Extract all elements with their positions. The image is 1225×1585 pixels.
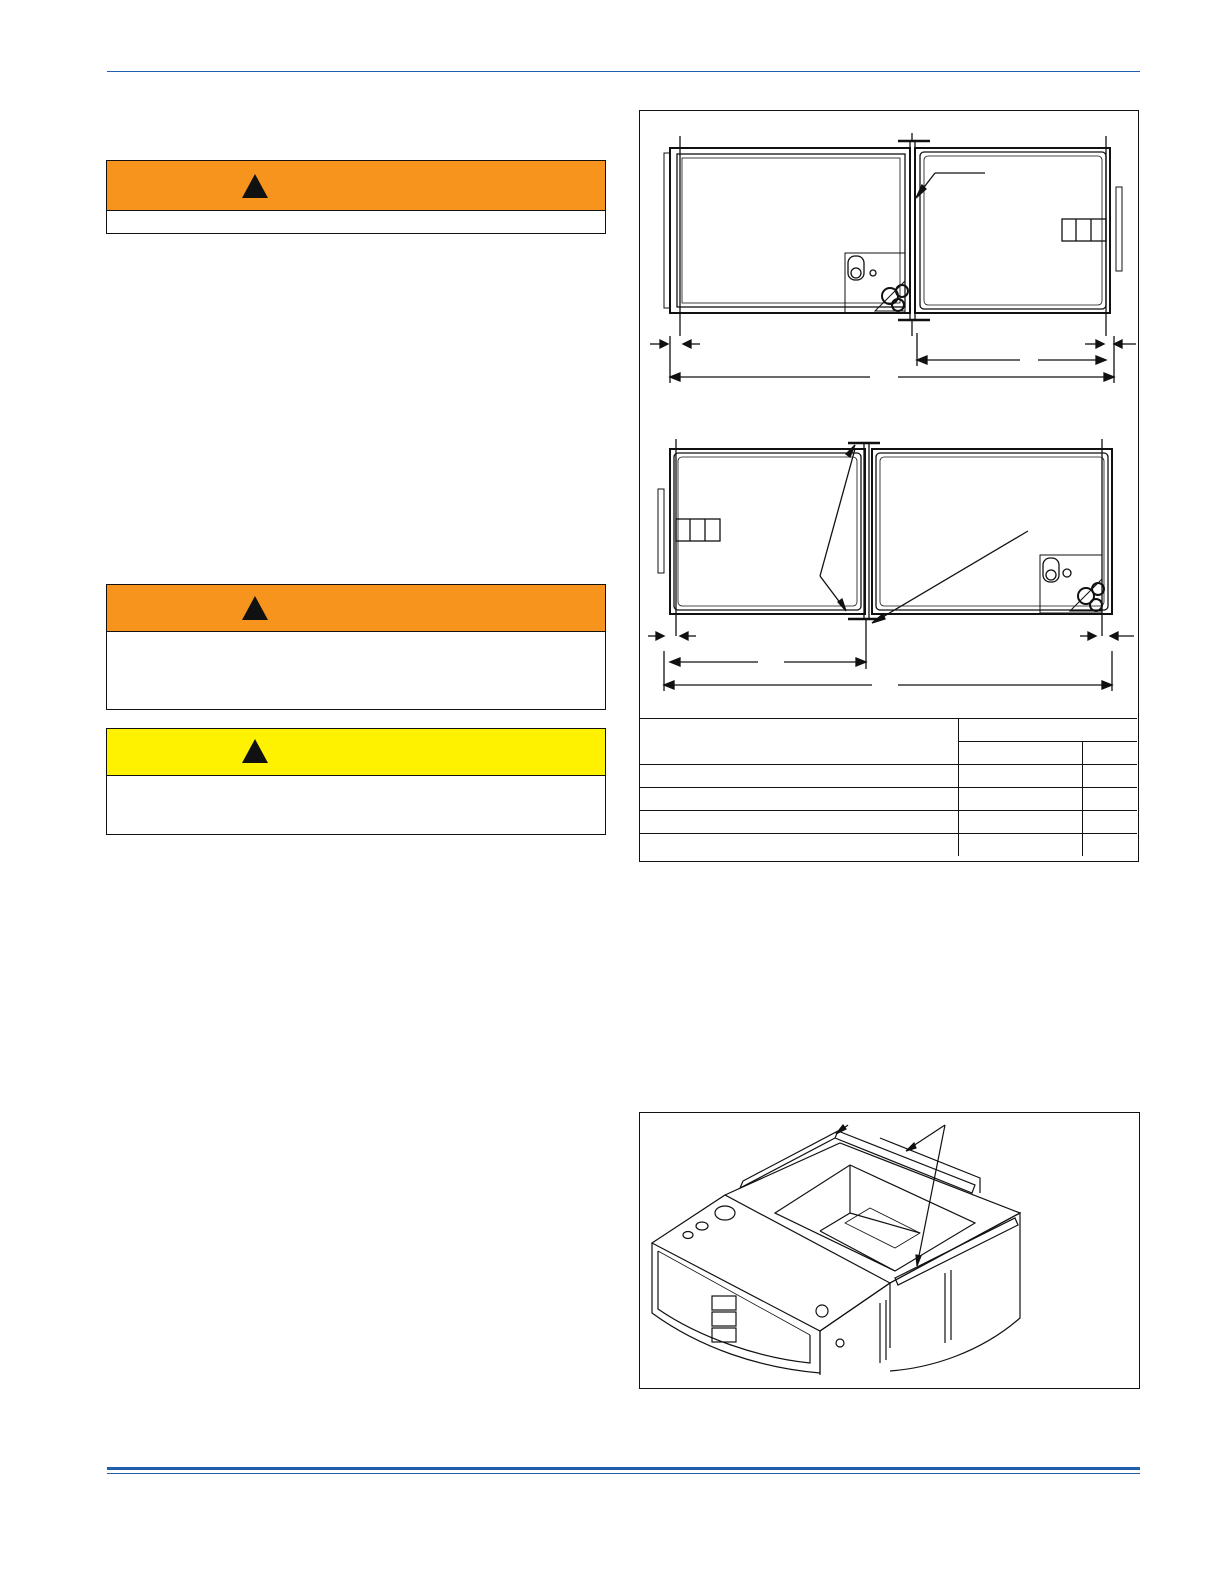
unit-isometric-figure xyxy=(639,1112,1140,1389)
caution-band xyxy=(107,729,605,776)
table-row xyxy=(640,834,1137,857)
table-header-cell xyxy=(640,719,959,765)
table-row xyxy=(640,765,1137,788)
table-header-cell xyxy=(959,719,1138,742)
warning-box-1 xyxy=(106,160,606,234)
warning-band xyxy=(107,585,605,632)
warning-triangle-icon xyxy=(242,739,268,763)
footer-rule-thick xyxy=(107,1467,1140,1470)
table-subheader-cell xyxy=(1083,742,1138,765)
table-row xyxy=(640,811,1137,834)
footer-rule-thin xyxy=(107,1473,1140,1474)
top-view-lower xyxy=(648,439,1134,691)
caution-box xyxy=(106,728,606,835)
table-subheader-cell xyxy=(959,742,1083,765)
warning-body xyxy=(107,632,605,710)
header-rule xyxy=(107,71,1140,72)
warning-triangle-icon xyxy=(242,596,268,620)
top-view-upper xyxy=(650,133,1136,383)
warning-triangle-icon xyxy=(242,174,268,198)
table-row xyxy=(640,788,1137,811)
table-header-row xyxy=(640,719,1137,742)
warning-body xyxy=(107,211,605,233)
unit-isometric-drawing xyxy=(640,1113,1141,1390)
caution-body xyxy=(107,776,605,835)
warning-band xyxy=(107,161,605,211)
warning-box-2 xyxy=(106,584,606,710)
dimension-table xyxy=(640,718,1137,856)
